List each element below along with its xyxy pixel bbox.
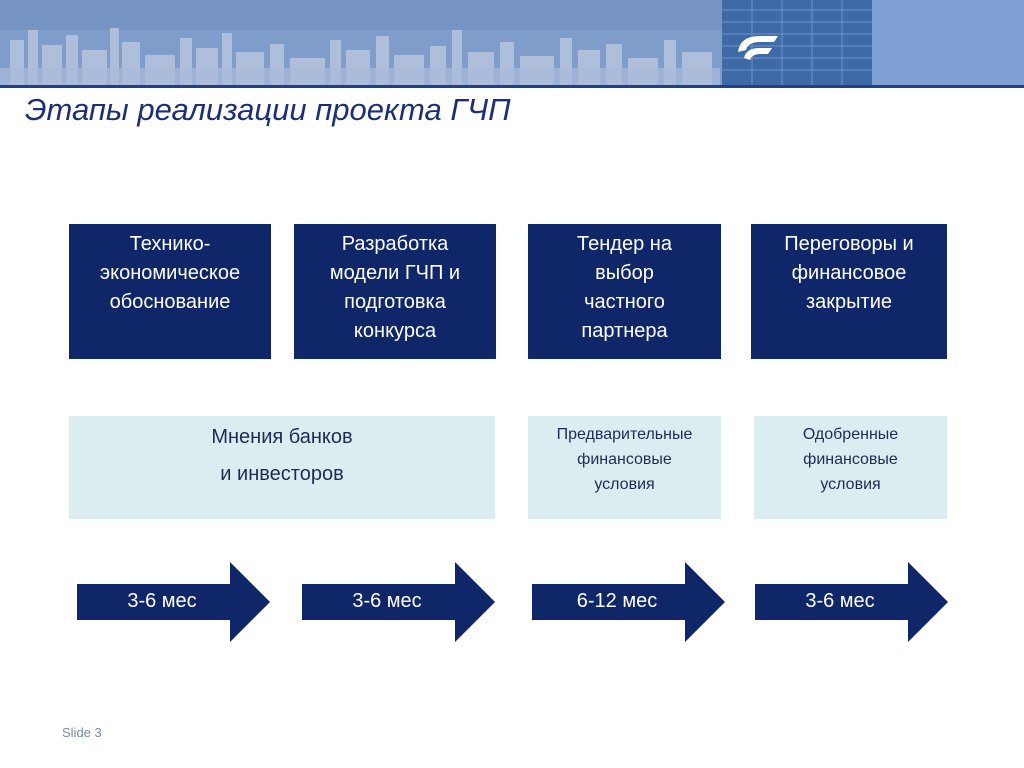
- stage-text-line: экономическое: [99, 262, 241, 284]
- stage-text-line: партнера: [581, 320, 668, 342]
- page-title: Этапы реализации проекта ГЧП: [25, 92, 511, 127]
- stage-text-line: закрытие: [806, 291, 892, 313]
- note-text-line: финансовые: [803, 451, 898, 468]
- stage-text-line: обоснование: [109, 291, 231, 313]
- duration-arrow: [302, 562, 495, 642]
- note-text-line: Одобренные: [802, 426, 899, 443]
- stage-text-line: выбор: [595, 262, 654, 284]
- duration-label: 3-6 мес: [805, 590, 875, 612]
- stage-text-line: Тендер на: [577, 233, 672, 255]
- stage-text-line: финансовое: [791, 262, 907, 284]
- duration-label: 6-12 мес: [576, 590, 658, 612]
- stage-text-line: модели ГЧП и: [329, 262, 461, 284]
- stage-box-negotiations: [751, 224, 947, 359]
- duration-arrow: [532, 562, 725, 642]
- note-box-approved-terms: [754, 416, 947, 519]
- duration-arrow: [77, 562, 270, 642]
- stage-text-line: конкурса: [353, 320, 437, 342]
- note-text-line: Предварительные: [556, 426, 693, 443]
- slide-number: Slide 3: [62, 725, 102, 740]
- note-text-line: условия: [594, 476, 655, 493]
- note-text-line: финансовые: [577, 451, 672, 468]
- stage-text-line: Переговоры и: [784, 233, 914, 255]
- duration-label: 3-6 мес: [127, 590, 197, 612]
- stage-box-feasibility: [69, 224, 271, 359]
- stage-box-tender: [528, 224, 721, 359]
- stage-text-line: Технико-: [129, 233, 211, 255]
- stage-text-line: частного: [584, 291, 665, 313]
- stage-box-model-development: [294, 224, 496, 359]
- note-text-line: и инвесторов: [220, 463, 344, 485]
- bank-logo-icon: [730, 28, 790, 68]
- stage-text-line: Разработка: [341, 233, 449, 255]
- stage-text-line: подготовка: [344, 291, 446, 313]
- note-box-preliminary-terms: [528, 416, 721, 519]
- note-text-line: условия: [820, 476, 881, 493]
- header-banner: [0, 0, 1024, 85]
- note-text-line: Мнения банков: [211, 426, 353, 448]
- city-skyline-image: [0, 0, 1024, 85]
- duration-label: 3-6 мес: [352, 590, 422, 612]
- duration-arrow: [755, 562, 948, 642]
- note-box-bank-opinions: [69, 416, 495, 519]
